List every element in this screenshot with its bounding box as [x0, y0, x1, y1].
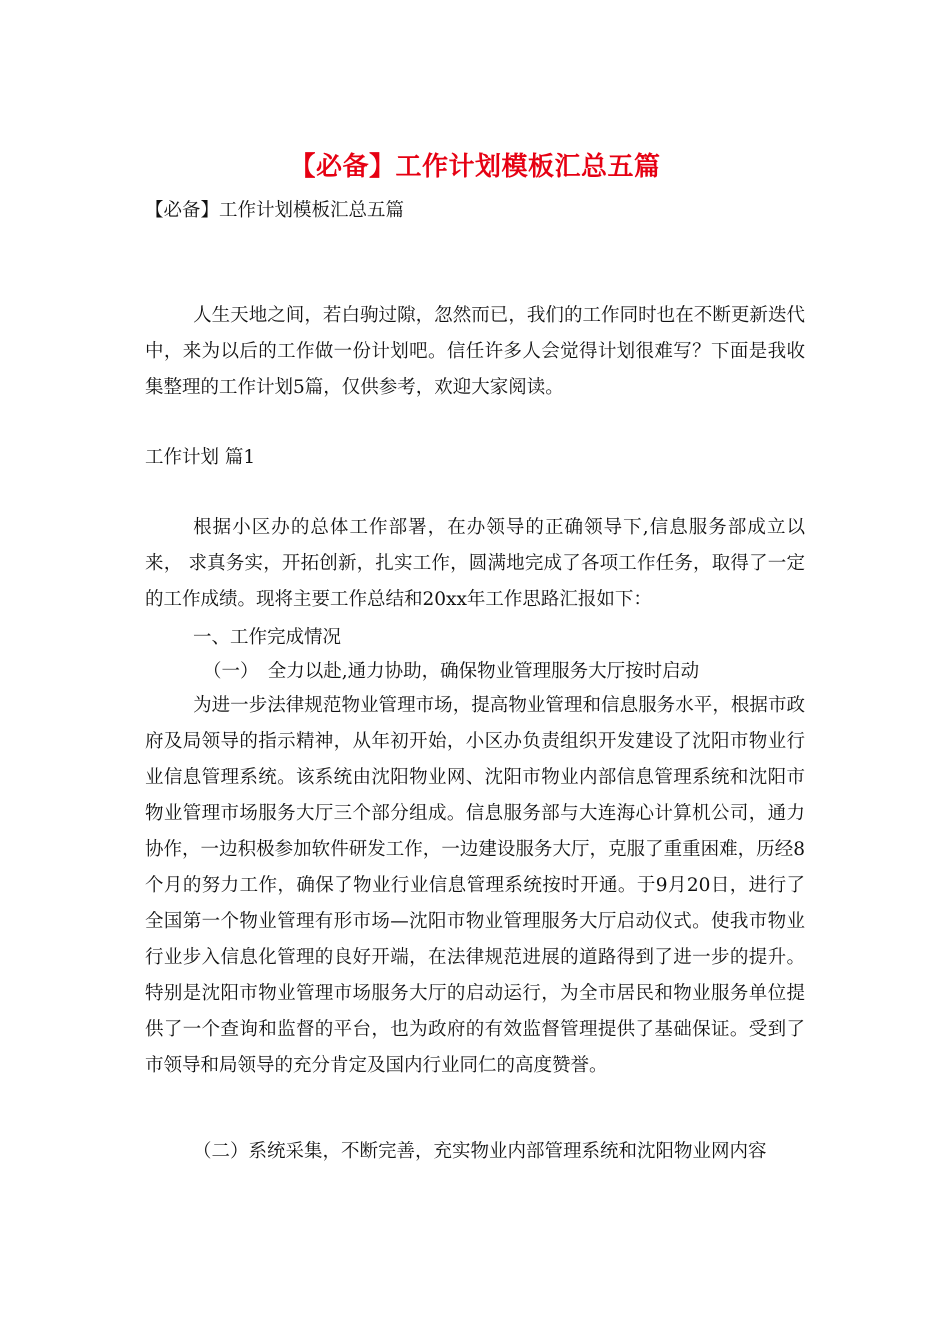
body-paragraph-1: 根据小区办的总体工作部署，在办领导的正确领导下,信息服务部成立以来， 求真务实，开拓创新，扎实工作，圆满地完成了各项工作任务，取得了一定的工作成绩。现将主要工作总结和20xx年工作思路汇报如下： — [145, 517, 805, 610]
subsection-1-title: （一） 全力以赴,通力协助，确保物业管理服务大厅按时启动 — [203, 661, 700, 682]
subsection-2-title: （二）系统采集，不断完善，充实物业内部管理系统和沈阳物业网内容 — [193, 1141, 767, 1162]
section-1-title: 一、工作完成情况 — [193, 627, 342, 648]
intro-paragraph: 人生天地之间，若白驹过隙，忽然而已，我们的工作同时也在不断更新迭代中，来为以后的工作做一份计划吧。信任许多人会觉得计划很难写？下面是我收集整理的工作计划5篇，仅供参考，欢迎大家阅读。 — [145, 305, 805, 398]
document-subtitle: 【必备】工作计划模板汇总五篇 — [145, 200, 405, 221]
body-paragraph-2: 为进一步法律规范物业管理市场，提高物业管理和信息服务水平，根据市政府及局领导的指示精神，从年初开始，小区办负责组织开发建设了沈阳市物业行业信息管理系统。该系统由沈阳物业网、沈阳市物业内部信息管理系统和沈阳市物业管理市场服务大厅三个部分组成。信息服务部与大连海心计算机公司，通力协作，一边积极参加软件研发工作，一边建设服务大厅，克服了重重困难，历经8个月的努力工作，确保了物业行业信息管理系统按时开通。于9月20日，进行了全国第一个物业管理有形市场—沈阳市物业管理服务大厅启动仪式。使我市物业行业步入信息化管理的良好开端，在法律规范进展的道路得到了进一步的提升。特别是沈阳市物业管理市场服务大厅的启动运行，为全市居民和物业服务单位提供了一个查询和监督的平台，也为政府的有效监督管理提供了基础保证。受到了市领导和局领导的充分肯定及国内行业同仁的高度赞誉。 — [145, 695, 805, 1076]
document-title: 【必备】工作计划模板汇总五篇 — [289, 152, 661, 182]
section-heading: 工作计划 篇1 — [145, 447, 256, 468]
